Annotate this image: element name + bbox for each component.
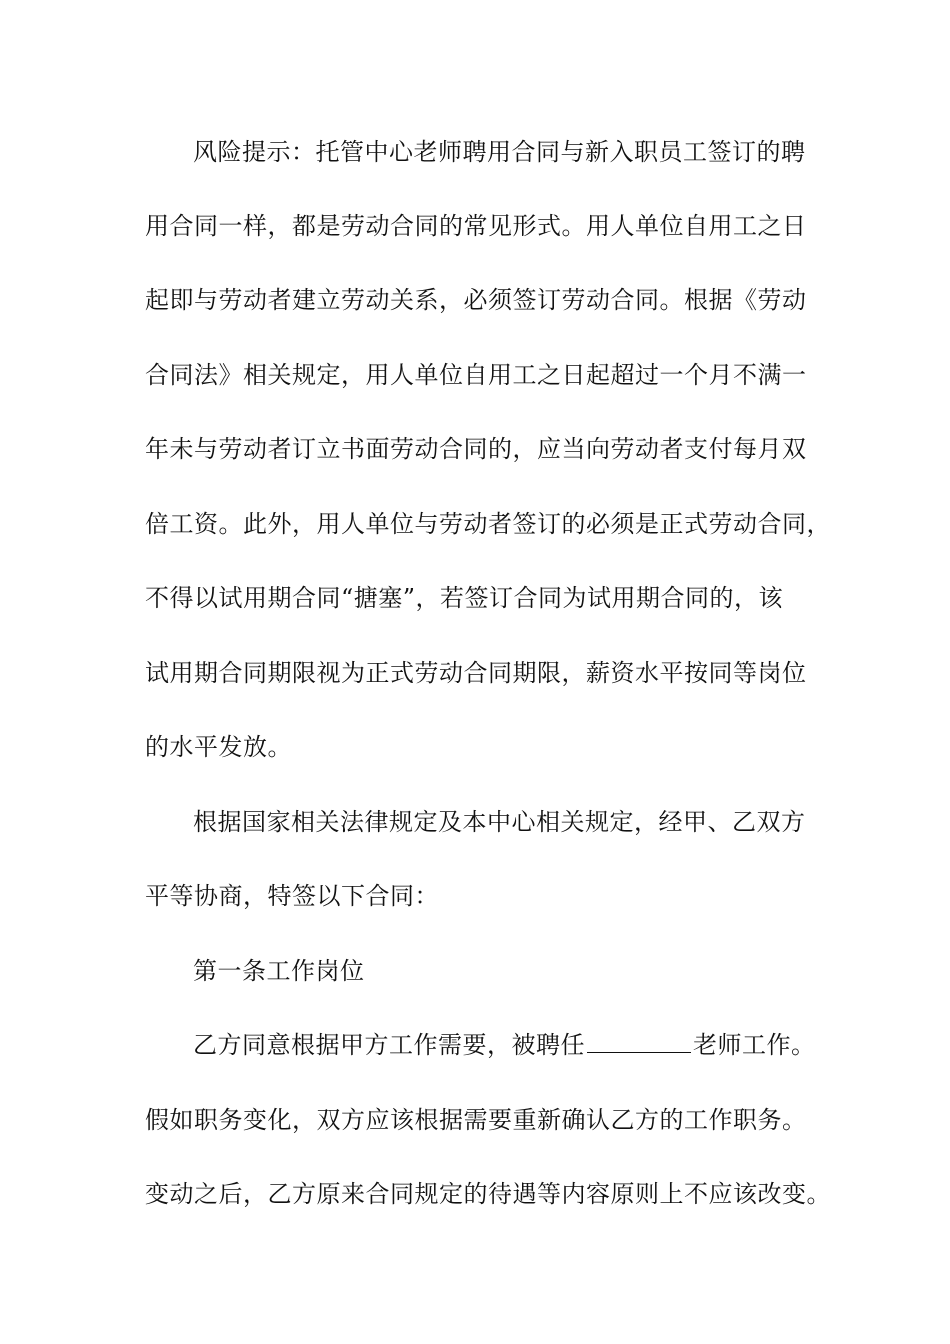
article-one-line-3: 变动之后，乙方原来合同规定的待遇等内容原则上不应该改变。 [145, 1180, 831, 1208]
article-one-line-1 [193, 1030, 816, 1060]
risk-notice-line-3: 起即与劳动者建立劳动关系，必须签订劳动合同。根据《劳动 [145, 286, 807, 314]
article-one-line-1-start: 乙方同意根据甲方工作需要，被聘任 [193, 1031, 585, 1059]
risk-notice-line-9: 的水平发放。 [145, 733, 292, 761]
preamble-line-1: 根据国家相关法律规定及本中心相关规定，经甲、乙双方 [193, 808, 806, 836]
risk-notice-line-7: 不得以试用期合同“搪塞”，若签订合同为试用期合同的，该 [145, 584, 784, 612]
article-one-line-1-end: 老师工作。 [693, 1031, 816, 1059]
risk-notice-line-5: 年未与劳动者订立书面劳动合同的，应当向劳动者支付每月双 [145, 435, 807, 463]
risk-notice-line-2: 用合同一样，都是劳动合同的常见形式。用人单位自用工之日 [145, 212, 807, 240]
risk-notice-line-1: 风险提示：托管中心老师聘用合同与新入职员工签订的聘 [193, 138, 806, 166]
risk-notice-line-6: 倍工资。此外，用人单位与劳动者签订的必须是正式劳动合同， [145, 510, 831, 538]
position-blank-field[interactable] [587, 1030, 691, 1053]
article-one-heading: 第一条工作岗位 [193, 957, 365, 985]
risk-notice-line-8: 试用期合同期限视为正式劳动合同期限，薪资水平按同等岗位 [145, 659, 807, 687]
preamble-line-2: 平等协商，特签以下合同： [145, 882, 439, 910]
risk-notice-line-4: 合同法》相关规定，用人单位自用工之日起超过一个月不满一 [145, 361, 807, 389]
article-one-line-2: 假如职务变化，双方应该根据需要重新确认乙方的工作职务。 [145, 1106, 807, 1134]
